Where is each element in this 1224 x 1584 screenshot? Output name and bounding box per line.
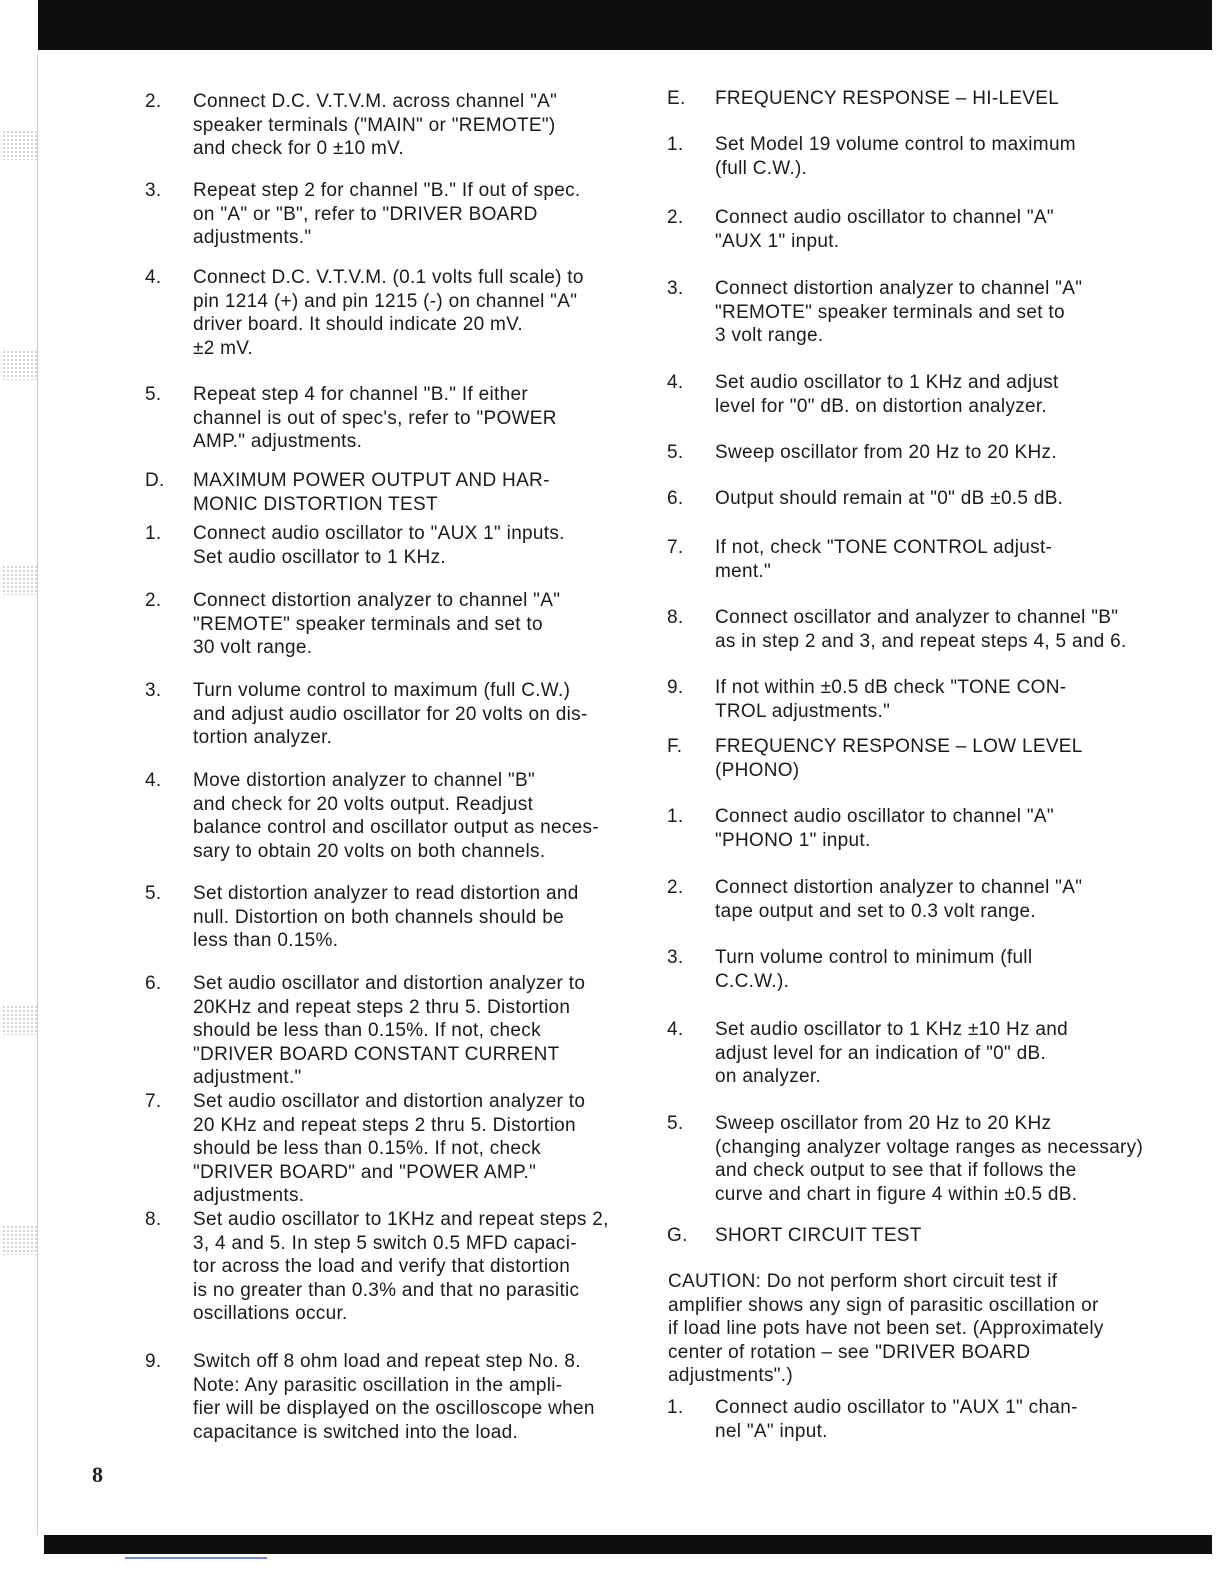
scan-noise [2, 1225, 38, 1255]
item-text [715, 1224, 1155, 1248]
text-line: (full C.W.). [715, 157, 808, 179]
text-line: 3, 4 and 5. In step 5 switch 0.5 MFD capaci- [193, 1232, 577, 1254]
item-text [715, 1396, 1155, 1443]
text-line: driver board. It should indicate 20 mV. [193, 314, 523, 335]
text-line: balance control and oscillator output as neces- [193, 817, 599, 838]
text-line: pin 1214 (+) and pin 1215 (-) on channel "A" [193, 290, 578, 312]
text-line: Connect distortion analyzer to channel "A" [715, 877, 1083, 898]
text-line: 20KHz and repeat steps 2 thru 5. Distortion [193, 996, 571, 1018]
text-line: tape output and set to 0.3 volt range. [715, 900, 1036, 922]
item-number: 3. [145, 180, 162, 201]
text-line: level for "0" dB. on distortion analyzer. [715, 395, 1048, 417]
item-number: 9. [667, 677, 684, 698]
item-text [715, 133, 1155, 180]
text-line: (changing analyzer voltage ranges as necessary) [715, 1136, 1144, 1158]
item-text [715, 87, 1155, 111]
item-text [193, 469, 633, 516]
item-text [193, 1090, 633, 1208]
item-number: 4. [667, 372, 684, 393]
item-number: 1. [145, 523, 162, 544]
item-text [715, 277, 1155, 348]
text-line: Connect D.C. V.T.V.M. (0.1 volts full scale) to [193, 267, 584, 288]
text-line: Set audio oscillator and distortion analyzer to [193, 1091, 586, 1112]
text-line: (PHONO) [715, 759, 800, 781]
text-line: Connect D.C. V.T.V.M. across channel "A" [193, 91, 558, 112]
item-number: 8. [145, 1209, 162, 1230]
item-text [193, 383, 633, 454]
item-text [193, 266, 633, 360]
item-text [193, 1208, 633, 1326]
text-line: Turn volume control to minimum (full [715, 947, 1033, 968]
text-line: on analyzer. [715, 1066, 822, 1087]
text-line: Connect distortion analyzer to channel "A" [715, 278, 1083, 299]
text-line: Connect audio oscillator to channel "A" [715, 207, 1054, 228]
text-line: and check for 20 volts output. Readjust [193, 793, 534, 815]
item-number: 1. [667, 134, 684, 155]
item-number: 2. [145, 590, 162, 611]
item-text [193, 882, 633, 953]
text-line: TROL adjustments." [715, 700, 891, 722]
text-line: "PHONO 1" input. [715, 829, 871, 851]
item-text [715, 735, 1155, 782]
text-line: should be less than 0.15%. If not, check [193, 1138, 541, 1159]
text-line: Connect audio oscillator to channel "A" [715, 806, 1054, 827]
item-text [193, 679, 633, 750]
item-number: 9. [145, 1351, 162, 1372]
text-line: Connect audio oscillator to "AUX 1" inputs. [193, 523, 565, 544]
text-line: "DRIVER BOARD" and "POWER AMP." [193, 1161, 537, 1183]
item-number: 3. [667, 947, 684, 968]
item-text [193, 1350, 633, 1444]
page-edge-line [37, 55, 38, 1535]
text-line: ±2 mV. [193, 337, 254, 359]
text-line: tor across the load and verify that distortion [193, 1256, 571, 1277]
text-line: and check output to see that if follows the [715, 1160, 1077, 1181]
item-text [715, 676, 1155, 723]
text-line: "AUX 1" input. [715, 230, 840, 252]
item-number: G. [667, 1225, 688, 1246]
item-text [715, 371, 1155, 418]
caution-line: adjustments".) [668, 1365, 793, 1386]
bottom-blue-line [125, 1557, 267, 1559]
item-number: 6. [667, 488, 684, 509]
scan-noise [2, 130, 38, 160]
text-line: and adjust audio oscillator for 20 volts on dis- [193, 703, 588, 725]
text-line: Repeat step 2 for channel "B." If out of spec. [193, 180, 581, 201]
text-line: less than 0.15%. [193, 930, 339, 951]
text-line: adjustments. [193, 1185, 305, 1206]
text-line: Set audio oscillator to 1 KHz ±10 Hz and [715, 1019, 1068, 1040]
text-line: If not, check "TONE CONTROL adjust- [715, 537, 1053, 558]
item-text [193, 179, 633, 250]
item-number: 3. [145, 680, 162, 701]
text-line: "REMOTE" speaker terminals and set to [715, 301, 1065, 323]
text-line: fier will be displayed on the oscilloscope when [193, 1398, 595, 1419]
item-number: E. [667, 88, 686, 109]
item-number: 5. [667, 1113, 684, 1134]
item-text [193, 769, 633, 863]
item-text [715, 946, 1155, 993]
text-line: Set audio oscillator to 1 KHz. [193, 546, 446, 568]
caution-line: if load line pots have not been set. (Approximately [668, 1318, 1104, 1339]
item-number: 4. [145, 267, 162, 288]
item-text [193, 589, 633, 660]
text-line: If not within ±0.5 dB check "TONE CON- [715, 677, 1067, 698]
item-number: 5. [145, 384, 162, 405]
item-text [715, 536, 1155, 583]
text-line: channel is out of spec's, refer to "POWER [193, 407, 557, 429]
caution-note [668, 1270, 1104, 1388]
text-line: Sweep oscillator from 20 Hz to 20 KHz. [715, 442, 1057, 463]
item-number: D. [145, 470, 165, 491]
text-line: speaker terminals ("MAIN" or "REMOTE") [193, 114, 556, 136]
scan-noise [2, 350, 38, 380]
text-line: Connect audio oscillator to "AUX 1" chan- [715, 1397, 1078, 1418]
item-number: 5. [667, 442, 684, 463]
text-line: ment." [715, 560, 772, 582]
item-text [715, 1112, 1155, 1206]
text-line: oscillations occur. [193, 1303, 348, 1324]
item-number: 7. [667, 537, 684, 558]
item-number: 1. [667, 806, 684, 827]
text-line: Connect oscillator and analyzer to channel "B" [715, 607, 1119, 628]
text-line: Turn volume control to maximum (full C.W.) [193, 680, 571, 701]
text-line: adjustment." [193, 1067, 302, 1088]
text-line: Set audio oscillator and distortion analyzer to [193, 973, 586, 994]
text-line: FREQUENCY RESPONSE – LOW LEVEL [715, 736, 1083, 757]
item-number: F. [667, 736, 683, 757]
item-text [715, 206, 1155, 253]
text-line: sary to obtain 20 volts on both channels. [193, 840, 546, 862]
text-line: Set Model 19 volume control to maximum [715, 134, 1076, 155]
item-text [193, 522, 633, 569]
item-number: 3. [667, 278, 684, 299]
text-line: C.C.W.). [715, 970, 790, 992]
item-number: 4. [667, 1019, 684, 1040]
scan-noise [2, 565, 38, 595]
text-line: adjust level for an indication of "0" dB. [715, 1042, 1047, 1064]
item-text [715, 487, 1155, 511]
item-text [193, 972, 633, 1090]
text-line: Set audio oscillator to 1 KHz and adjust [715, 372, 1059, 393]
item-text [193, 90, 633, 161]
text-line: curve and chart in figure 4 within ±0.5 dB. [715, 1183, 1078, 1205]
item-number: 2. [667, 207, 684, 228]
text-line: 3 volt range. [715, 325, 824, 346]
text-line: nel "A" input. [715, 1420, 828, 1442]
bottom-black-bar [44, 1535, 1212, 1554]
text-line: Switch off 8 ohm load and repeat step No. 8. [193, 1351, 581, 1372]
text-line: 20 KHz and repeat steps 2 thru 5. Distortion [193, 1114, 576, 1136]
text-line: and check for 0 ±10 mV. [193, 138, 404, 159]
text-line: as in step 2 and 3, and repeat steps 4, 5 and 6. [715, 630, 1127, 652]
text-line: FREQUENCY RESPONSE – HI-LEVEL [715, 88, 1060, 109]
item-text [715, 805, 1155, 852]
item-number: 8. [667, 607, 684, 628]
item-number: 6. [145, 973, 162, 994]
text-line: Note: Any parasitic oscillation in the ampli- [193, 1374, 563, 1396]
text-line: Connect distortion analyzer to channel "A" [193, 590, 561, 611]
item-text [715, 441, 1155, 465]
page-number: 8 [92, 1462, 103, 1487]
text-line: tortion analyzer. [193, 727, 333, 748]
item-number: 7. [145, 1091, 162, 1112]
text-line: Set distortion analyzer to read distortion and [193, 883, 579, 904]
scan-noise [2, 1005, 38, 1035]
caution-line: CAUTION: Do not perform short circuit test if [668, 1271, 1058, 1292]
text-line: Set audio oscillator to 1KHz and repeat steps 2, [193, 1209, 609, 1230]
item-text [715, 876, 1155, 923]
text-line: Output should remain at "0" dB ±0.5 dB. [715, 488, 1064, 509]
top-black-bar [38, 0, 1212, 50]
text-line: "REMOTE" speaker terminals and set to [193, 613, 543, 635]
text-line: adjustments." [193, 227, 312, 248]
item-number: 2. [145, 91, 162, 112]
text-line: on "A" or "B", refer to "DRIVER BOARD [193, 203, 538, 225]
text-line: SHORT CIRCUIT TEST [715, 1225, 922, 1246]
item-number: 5. [145, 883, 162, 904]
text-line: MAXIMUM POWER OUTPUT AND HAR- [193, 470, 550, 491]
text-line: Repeat step 4 for channel "B." If either [193, 384, 528, 405]
text-line: AMP." adjustments. [193, 431, 363, 452]
item-number: 4. [145, 770, 162, 791]
text-line: should be less than 0.15%. If not, check [193, 1020, 541, 1041]
item-number: 2. [667, 877, 684, 898]
text-line: Sweep oscillator from 20 Hz to 20 KHz [715, 1113, 1052, 1134]
text-line: is no greater than 0.3% and that no parasitic [193, 1279, 580, 1301]
caution-line: amplifier shows any sign of parasitic oscillation or [668, 1294, 1099, 1316]
text-line: Move distortion analyzer to channel "B" [193, 770, 536, 791]
item-number: 1. [667, 1397, 684, 1418]
text-line: 30 volt range. [193, 637, 313, 658]
text-line: MONIC DISTORTION TEST [193, 493, 438, 515]
caution-line: center of rotation – see "DRIVER BOARD [668, 1341, 1031, 1363]
item-text [715, 1018, 1155, 1089]
text-line: null. Distortion on both channels should be [193, 906, 564, 928]
item-text [715, 606, 1155, 653]
text-line: capacitance is switched into the load. [193, 1421, 519, 1443]
text-line: "DRIVER BOARD CONSTANT CURRENT [193, 1043, 560, 1065]
